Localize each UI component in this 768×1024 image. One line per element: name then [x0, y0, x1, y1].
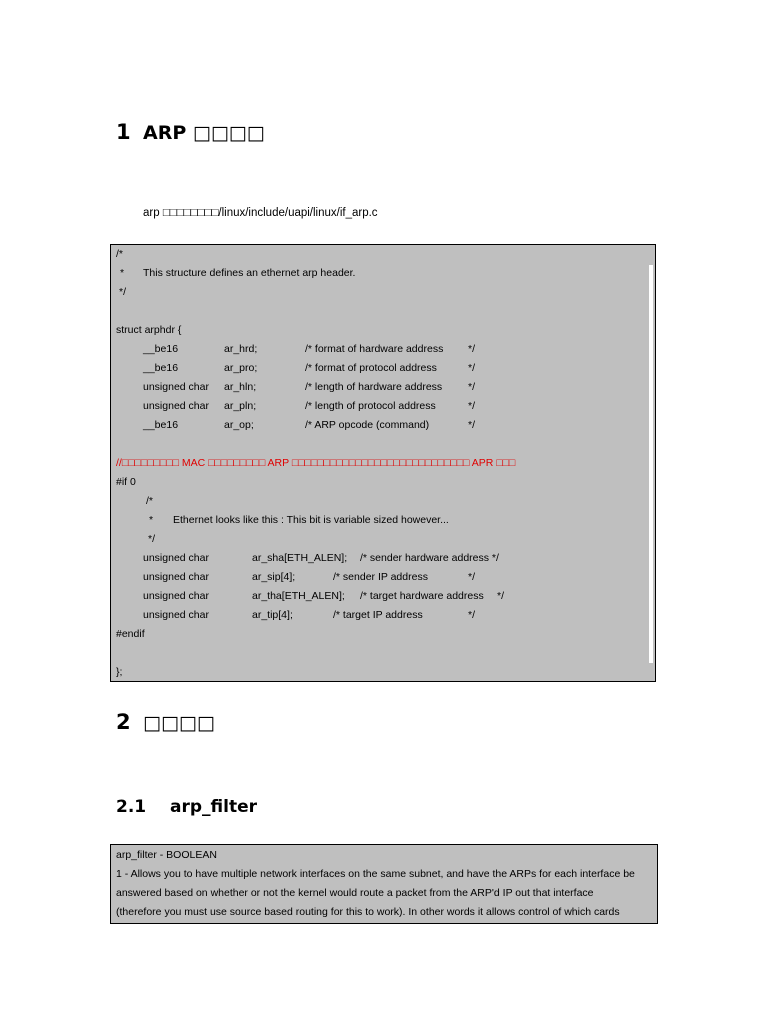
section-1-heading: [116, 120, 265, 144]
section-number: 2: [116, 710, 131, 734]
section-title: ARP □□□□: [143, 122, 265, 144]
arp-filter-line: 1 - Allows you to have multiple network interfaces on the same subnet, and have the ARPs for each interface be: [116, 868, 635, 880]
section-title: □□□□: [143, 712, 215, 734]
arp-filter-line: (therefore you must use source based routing for this to work). In other words it allows control of which cards: [116, 906, 620, 918]
arp-filter-box: [110, 844, 658, 924]
intro-text: arp □□□□□□□□/linux/include/uapi/linux/if_arp.c: [143, 207, 378, 219]
section-title: arp_filter: [170, 797, 257, 817]
section-2-heading: [116, 710, 215, 734]
arp-filter-line: arp_filter - BOOLEAN: [116, 849, 217, 861]
section-number: 2.1: [116, 797, 147, 817]
code-block: /* * This structure defines an ethernet arp header. */ struct arphdr { __be16 ar_hrd; /* format of hardware address */ __be16 ar_pro; /* format of protocol address */ unsigned char ar_hln; /* length of hardware address */ unsigned char ar_pln; /* length of protocol address */ __be16 ar_op; /* ARP opcode (command) */ //□□□□□□□□□ MAC □□□□□□□□□ ARP □□□□□□□□□□□□□□□□□□□□□□□□□□□□ APR □□□ #if 0 /* * Ethernet looks like this : This bit is variable sized however... */ unsigned char ar_sha[ETH_ALEN]; /* sender hardware address */ unsigned char ar_sip[4]; /* sender IP address */ unsigned char ar_tha[ETH_ALEN]; /* target hardware address */ unsigned char ar_tip[4]; /* target IP address */ #endif };: [110, 244, 656, 682]
arp-filter-line: answered based on whether or not the kernel would route a packet from the ARP'd IP out that interface: [116, 887, 594, 899]
code-block-edge: [649, 265, 653, 663]
section-number: 1: [116, 120, 131, 144]
section-2-1-heading: [116, 797, 257, 817]
